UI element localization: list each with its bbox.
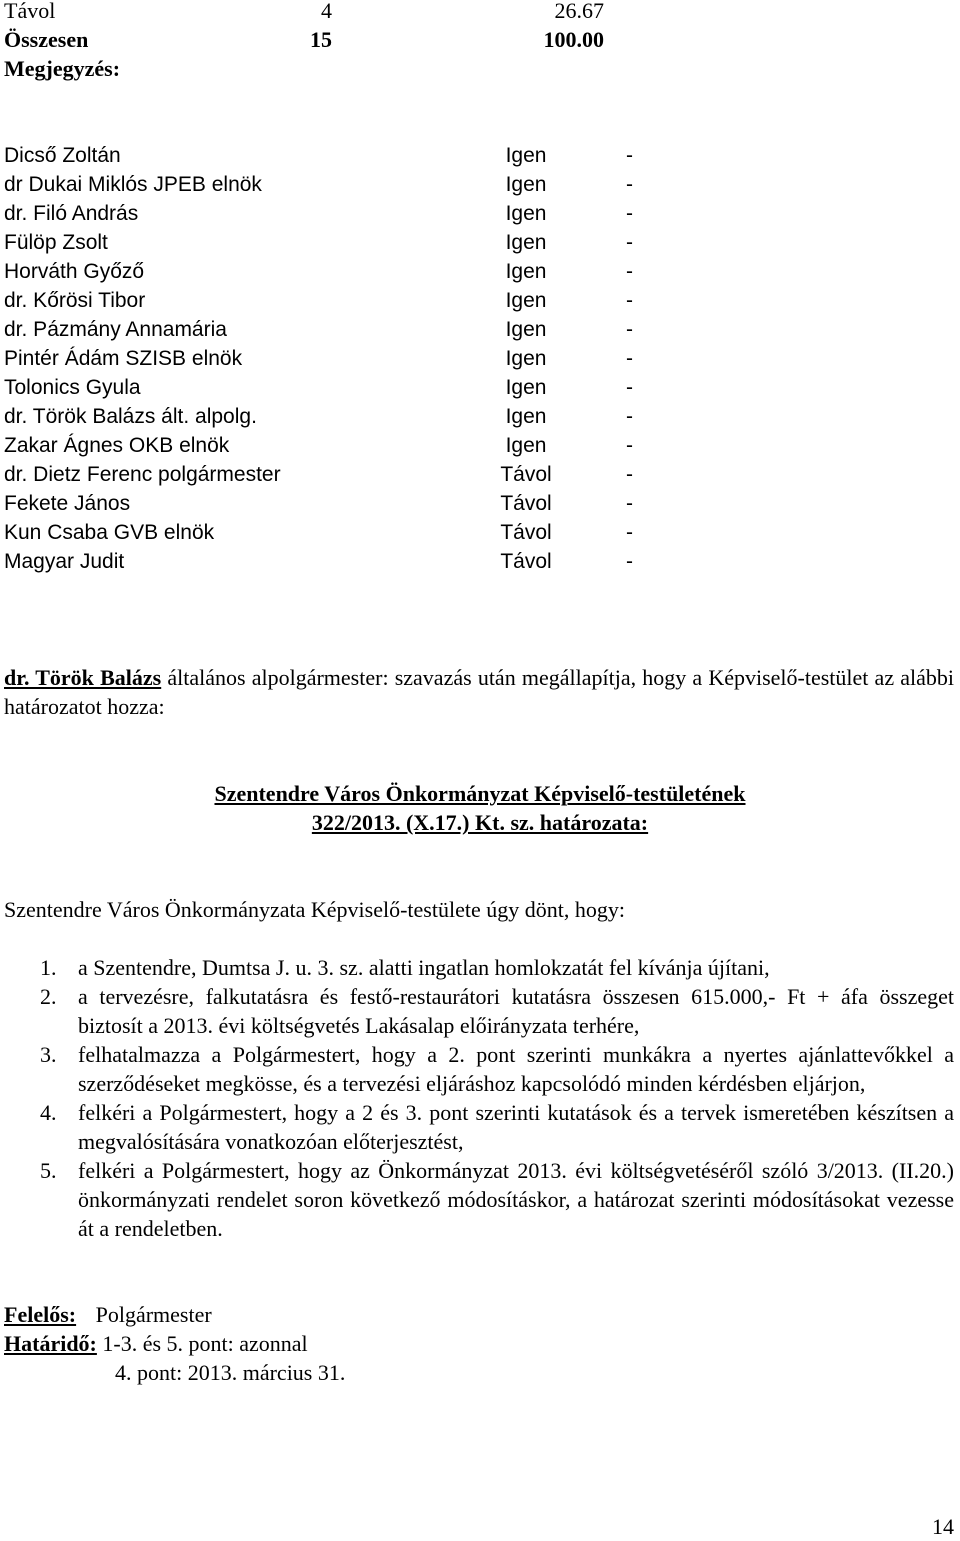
deadline-line-2: 4. pont: 2013. március 31.	[115, 1360, 346, 1385]
decision-text: felkéri a Polgármestert, hogy a 2 és 3. pont szerinti kutatások és a tervek ismeretében készítsen a megvalósítására vonatkozóan előterjesztést,	[78, 1100, 954, 1154]
vote-summary	[4, 0, 644, 83]
summary-label: Távol	[4, 0, 56, 23]
decision-item	[4, 1156, 954, 1243]
summary-count: 4	[321, 0, 332, 23]
voter-mark: -	[626, 260, 633, 283]
voter-name: dr Dukai Miklós JPEB elnök	[4, 173, 262, 196]
voter-mark: -	[626, 347, 633, 370]
page-number: 14	[932, 1514, 954, 1539]
voter-row	[4, 228, 664, 257]
voter-row	[4, 402, 664, 431]
voter-vote: Távol	[500, 463, 552, 486]
responsible-label: Felelős:	[4, 1302, 77, 1327]
voter-list	[4, 141, 664, 576]
voter-name: Horváth Győző	[4, 260, 145, 283]
voter-vote: Távol	[500, 550, 552, 573]
voter-row	[4, 257, 664, 286]
voter-row	[4, 489, 664, 518]
summary-row-absent	[4, 0, 644, 25]
voter-mark: -	[626, 463, 633, 486]
voter-mark: -	[626, 144, 633, 167]
voter-vote: Igen	[505, 434, 547, 457]
voter-row	[4, 518, 664, 547]
deadline-line	[4, 1329, 308, 1358]
resolution-heading	[0, 779, 960, 837]
decision-text: felkéri a Polgármestert, hogy az Önkormányzat 2013. évi költségvetéséről szóló 3/2013. (II.20.) önkormányzati rendelet soron következő módosításkor, a határozat szerinti módosításokat vezesse át a rendeletben.	[78, 1158, 954, 1241]
voter-mark: -	[626, 289, 633, 312]
decision-intro: Szentendre Város Önkormányzata Képviselő-testülete úgy dönt, hogy:	[4, 897, 625, 922]
voter-name: Dicső Zoltán	[4, 144, 121, 167]
voter-vote: Igen	[505, 202, 547, 225]
summary-count: 15	[310, 27, 332, 52]
decision-number: 3.	[40, 1042, 57, 1067]
decision-text: felhatalmazza a Polgármestert, hogy a 2. pont szerinti munkákra a nyertes ajánlattevőkkel a szerződéseket megkösse, és a tervezési eljáráshoz kapcsolódó minden kérdésben eljárjon,	[78, 1042, 954, 1096]
voter-row	[4, 547, 664, 576]
responsible-value: Polgármester	[95, 1302, 212, 1327]
decision-item	[4, 953, 954, 982]
voter-name: Magyar Judit	[4, 550, 125, 573]
voter-row	[4, 431, 664, 460]
voter-row	[4, 286, 664, 315]
voter-row	[4, 460, 664, 489]
summary-percent: 26.67	[554, 0, 604, 23]
voter-vote: Igen	[505, 173, 547, 196]
decision-number: 2.	[40, 984, 57, 1009]
voter-name: dr. Kőrösi Tibor	[4, 289, 146, 312]
voter-mark: -	[626, 173, 633, 196]
responsible-line	[4, 1300, 212, 1329]
statement-text: általános alpolgármester: szavazás után megállapítja, hogy a Képviselő-testület az alábbi határozatot hozza:	[4, 665, 955, 719]
voter-mark: -	[626, 405, 633, 428]
voter-name: Fülöp Zsolt	[4, 231, 108, 254]
voter-name: Tolonics Gyula	[4, 376, 141, 399]
decision-list	[4, 953, 954, 1243]
voter-row	[4, 199, 664, 228]
voter-name: Zakar Ágnes OKB elnök	[4, 434, 230, 457]
voter-vote: Igen	[505, 376, 547, 399]
decision-number: 5.	[40, 1158, 57, 1183]
voter-mark: -	[626, 318, 633, 341]
voter-name: dr. Filó András	[4, 202, 139, 225]
voter-vote: Igen	[505, 260, 547, 283]
decision-item	[4, 1098, 954, 1156]
voter-row	[4, 373, 664, 402]
voter-mark: -	[626, 376, 633, 399]
decision-item	[4, 1040, 954, 1098]
summary-row-total	[4, 25, 644, 54]
decision-item	[4, 982, 954, 1040]
voter-name: dr. Pázmány Annamária	[4, 318, 227, 341]
voter-vote: Távol	[500, 492, 552, 515]
voter-vote: Igen	[505, 347, 547, 370]
resolution-heading-line2: 322/2013. (X.17.) Kt. sz. határozata:	[311, 810, 649, 835]
voter-mark: -	[626, 434, 633, 457]
summary-label: Összesen	[4, 27, 89, 52]
voter-vote: Távol	[500, 521, 552, 544]
voter-mark: -	[626, 202, 633, 225]
voter-vote: Igen	[505, 289, 547, 312]
voter-vote: Igen	[505, 318, 547, 341]
statement-paragraph	[4, 663, 954, 721]
voter-vote: Igen	[505, 231, 547, 254]
voter-mark: -	[626, 521, 633, 544]
decision-text: a tervezésre, falkutatásra és festő-restaurátori kutatásra összesen 615.000,- Ft + áfa összeget biztosít a 2013. évi költségvetés Lakásalap előirányzata terhére,	[78, 984, 954, 1038]
summary-percent: 100.00	[543, 27, 604, 52]
voter-name: Pintér Ádám SZISB elnök	[4, 347, 243, 370]
voter-name: dr. Dietz Ferenc polgármester	[4, 463, 281, 486]
voter-row	[4, 315, 664, 344]
decision-number: 1.	[40, 955, 57, 980]
deadline-value: 1-3. és 5. pont: azonnal	[102, 1331, 308, 1356]
speaker-name: dr. Török Balázs	[4, 665, 162, 690]
voter-mark: -	[626, 492, 633, 515]
voter-mark: -	[626, 550, 633, 573]
voter-vote: Igen	[505, 405, 547, 428]
note-label: Megjegyzés:	[4, 56, 121, 81]
voter-name: Fekete János	[4, 492, 131, 515]
voter-row	[4, 170, 664, 199]
voter-row	[4, 141, 664, 170]
voter-mark: -	[626, 231, 633, 254]
decision-number: 4.	[40, 1100, 57, 1125]
deadline-label: Határidő:	[4, 1331, 97, 1356]
voter-row	[4, 344, 664, 373]
voter-name: Kun Csaba GVB elnök	[4, 521, 215, 544]
decision-text: a Szentendre, Dumtsa J. u. 3. sz. alatti ingatlan homlokzatát fel kívánja újítani,	[78, 955, 770, 980]
resolution-heading-line1: Szentendre Város Önkormányzat Képviselő-testületének	[214, 781, 746, 806]
voter-name: dr. Török Balázs ált. alpolg.	[4, 405, 257, 428]
voter-vote: Igen	[505, 144, 547, 167]
